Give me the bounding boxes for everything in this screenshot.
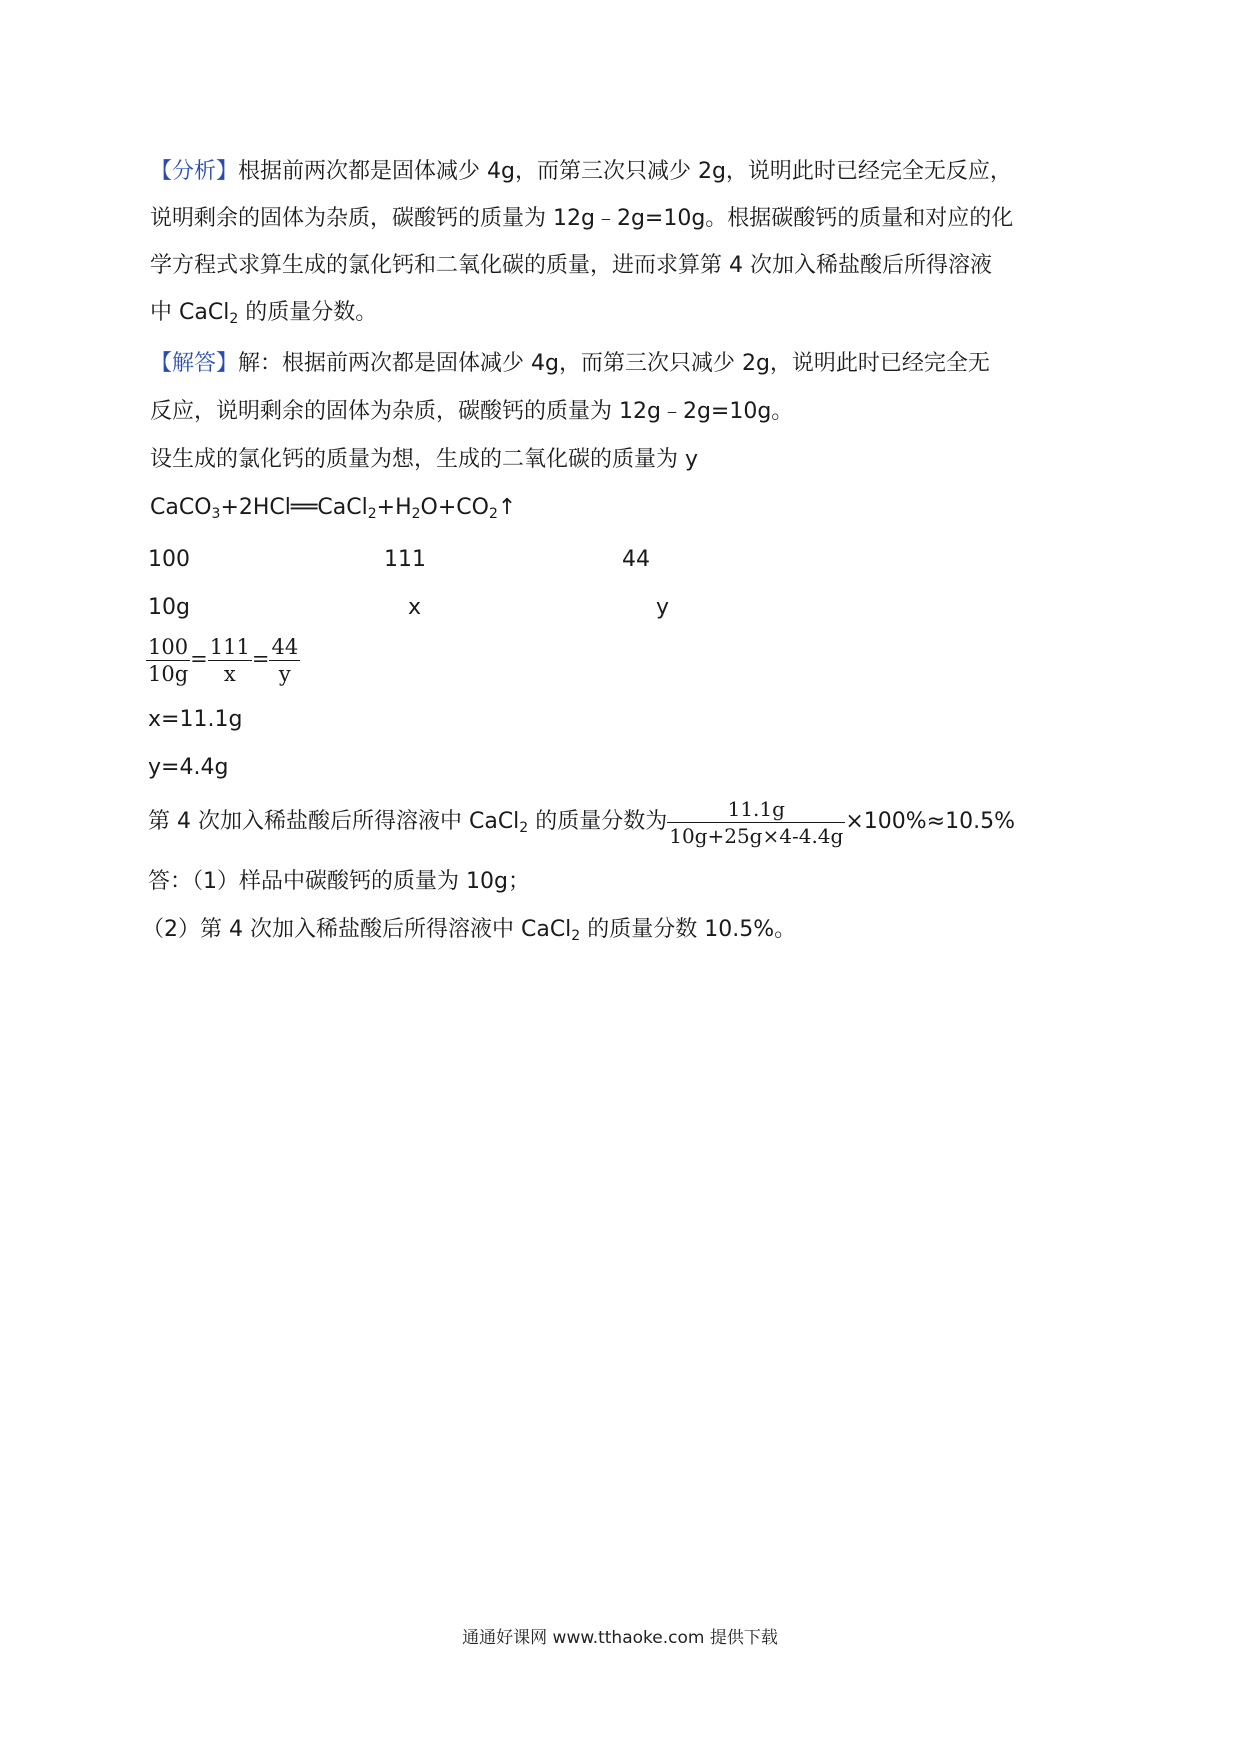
proportion-equation	[146, 634, 300, 687]
fraction-2-num: 111	[209, 635, 250, 659]
reaction-sub-2: 2	[367, 506, 377, 522]
equals-1: =	[190, 647, 208, 671]
ratio-cacl2: 111	[384, 547, 426, 572]
analysis-tag: 【分析】	[150, 159, 239, 184]
equals-2: =	[251, 647, 270, 671]
mass-fraction-sub: 2	[519, 820, 529, 836]
analysis-line-4-sub: 2	[229, 311, 239, 327]
analysis-line-4-pre: 中 CaCl	[150, 300, 230, 325]
analysis-line-4	[150, 297, 377, 329]
conclusion-1: 答：（1）样品中碳酸钙的质量为 10g；	[148, 869, 530, 894]
mass-fraction-post: ×100%≈10.5%	[845, 809, 1015, 834]
mass-fraction-formula	[667, 796, 845, 849]
analysis-line-1	[150, 156, 1012, 188]
reaction-equation	[150, 492, 516, 524]
fraction-1-num: 100	[146, 634, 190, 661]
mass-x: x	[408, 595, 422, 620]
answer-tag: 【解答】	[150, 351, 239, 376]
reaction-sub-1: 3	[211, 506, 221, 522]
fraction-3	[269, 634, 300, 687]
page-footer: 通通好课网 www.tthaoke.com 提供下载	[462, 1628, 778, 1648]
analysis-line-2: 说明剩余的固体为杂质，碳酸钙的质量为 12g﹣2g=10g。根据碳酸钙的质量和对应的化	[150, 206, 1014, 231]
ratio-co2: 44	[622, 547, 650, 572]
reaction-part-1: CaCO	[150, 495, 212, 520]
fraction-3-num: 44	[271, 635, 299, 659]
answer-line-2: 反应，说明剩余的固体为杂质，碳酸钙的质量为 12g﹣2g=10g。	[150, 399, 794, 424]
ratio-caco3: 100	[148, 547, 190, 572]
x-result: x=11.1g	[148, 707, 243, 732]
analysis-line-3: 学方程式求算生成的氯化钙和二氧化碳的质量，进而求算第 4 次加入稀盐酸后所得溶液	[150, 253, 992, 278]
reaction-part-4: O+CO	[420, 495, 489, 520]
conclusion-2	[142, 914, 796, 946]
answer-line-3: 设生成的氯化钙的质量为想，生成的二氧化碳的质量为 y	[150, 447, 699, 472]
answer-text-1: 解：根据前两次都是固体减少 4g，而第三次只减少 2g，说明此时已经完全无	[238, 351, 990, 376]
conclusion-2-pre: （2）第 4 次加入稀盐酸后所得溶液中 CaCl	[142, 917, 572, 942]
mass-fraction-pre: 第 4 次加入稀盐酸后所得溶液中 CaCl	[148, 809, 520, 834]
mass-fraction-num: 11.1g	[667, 796, 845, 823]
y-result: y=4.4g	[148, 755, 229, 780]
mass-fraction-den: 10g+25g×4-4.4g	[669, 823, 844, 848]
reaction-part-3: +H	[376, 495, 412, 520]
mass-caco3: 10g	[148, 595, 190, 620]
answer-line-1	[150, 348, 990, 380]
conclusion-2-post: 的质量分数 10.5%。	[580, 917, 797, 942]
analysis-line-4-post: 的质量分数。	[238, 300, 378, 325]
mass-y: y	[656, 595, 670, 620]
mass-fraction-line	[148, 792, 1015, 852]
reaction-part-2: +2HCl══CaCl	[220, 495, 368, 520]
reaction-sub-3: 2	[411, 506, 421, 522]
reaction-sub-4: 2	[488, 506, 498, 522]
fraction-1-den: 10g	[148, 662, 189, 686]
analysis-text-1: 根据前两次都是固体减少 4g，而第三次只减少 2g，说明此时已经完全无反应，	[238, 159, 1012, 184]
fraction-3-den: y	[278, 662, 291, 686]
reaction-part-5: ↑	[497, 495, 517, 520]
fraction-1	[146, 634, 190, 687]
mass-fraction-mid: 的质量分数为	[528, 809, 668, 834]
fraction-2-den: x	[223, 662, 236, 686]
fraction-2	[208, 634, 252, 687]
conclusion-2-sub: 2	[571, 928, 581, 944]
